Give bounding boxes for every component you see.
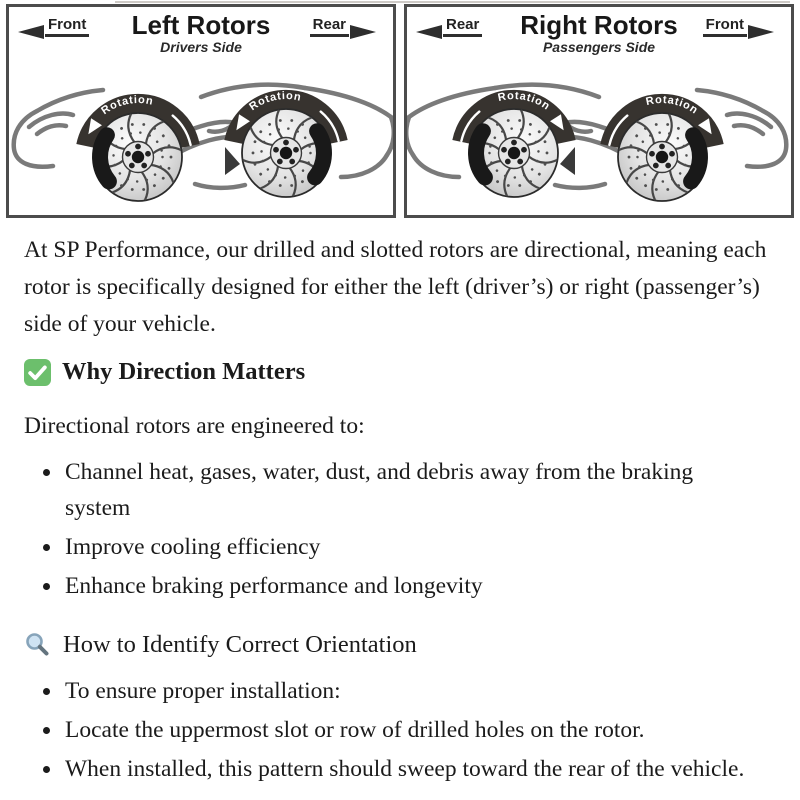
arrow-right-icon (350, 25, 376, 39)
car-illustration-left (9, 53, 393, 211)
arrow-right-icon (748, 25, 774, 39)
check-mark-icon (24, 359, 51, 386)
section-heading-text: How to Identify Correct Orientation (63, 631, 417, 658)
rotation-label: Rotation (644, 93, 701, 117)
front-arrow-label (703, 16, 747, 37)
scan-artifact (115, 1, 790, 3)
list-item: • Improve cooling efficiency (63, 529, 764, 565)
direction-label: Rear (310, 16, 349, 37)
section-lead: Directional rotors are engineered to: (24, 413, 365, 439)
direction-label: Front (45, 16, 89, 37)
arrow-left-icon (416, 25, 442, 39)
direction-label: Front (703, 16, 747, 37)
car-illustration-right (407, 53, 791, 211)
rotation-label: Rotation (99, 93, 155, 118)
benefits-list (24, 454, 764, 604)
magnifying-glass-icon (24, 631, 52, 659)
panel-subtitle: Passengers Side (542, 39, 656, 56)
orientation-steps-list (24, 673, 764, 787)
panel-subtitle: Drivers Side (160, 39, 242, 56)
list-item: • When installed, this pattern should sweep toward the rear of the vehicle. (63, 751, 764, 787)
right-panel-header (407, 7, 791, 56)
left-panel-header (9, 7, 393, 56)
front-arrow-label (45, 16, 89, 37)
section-heading-text: Why Direction Matters (62, 358, 306, 385)
rotation-label: Rotation (496, 89, 553, 113)
direction-label: Rear (443, 16, 482, 37)
intro-paragraph: At SP Performance, our drilled and slotted rotors are directional, meaning each rotor is specifically designed for either the left (driver’s) or right (passenger’s) side of your vehicle. (24, 237, 767, 337)
article-body (0, 218, 800, 787)
right-rotors-panel (404, 4, 794, 218)
list-item: • Enhance braking performance and longevity (63, 568, 764, 604)
panel-title: Left Rotors (131, 10, 271, 40)
list-item: • To ensure proper installation: (63, 673, 764, 709)
arrow-left-icon (18, 25, 44, 39)
section-heading-identify-orientation (24, 631, 776, 659)
section-heading-why-direction-matters (24, 358, 776, 386)
rear-arrow-label (310, 16, 349, 37)
rotation-label: Rotation (247, 89, 303, 114)
list-item: • Locate the uppermost slot or row of drilled holes on the rotor. (63, 712, 764, 748)
left-rotors-panel (6, 4, 396, 218)
list-item: • Channel heat, gases, water, dust, and debris away from the braking system (63, 454, 764, 526)
panel-title: Right Rotors (520, 10, 678, 40)
rear-arrow-label (443, 16, 482, 37)
rotor-direction-diagram (0, 0, 800, 218)
